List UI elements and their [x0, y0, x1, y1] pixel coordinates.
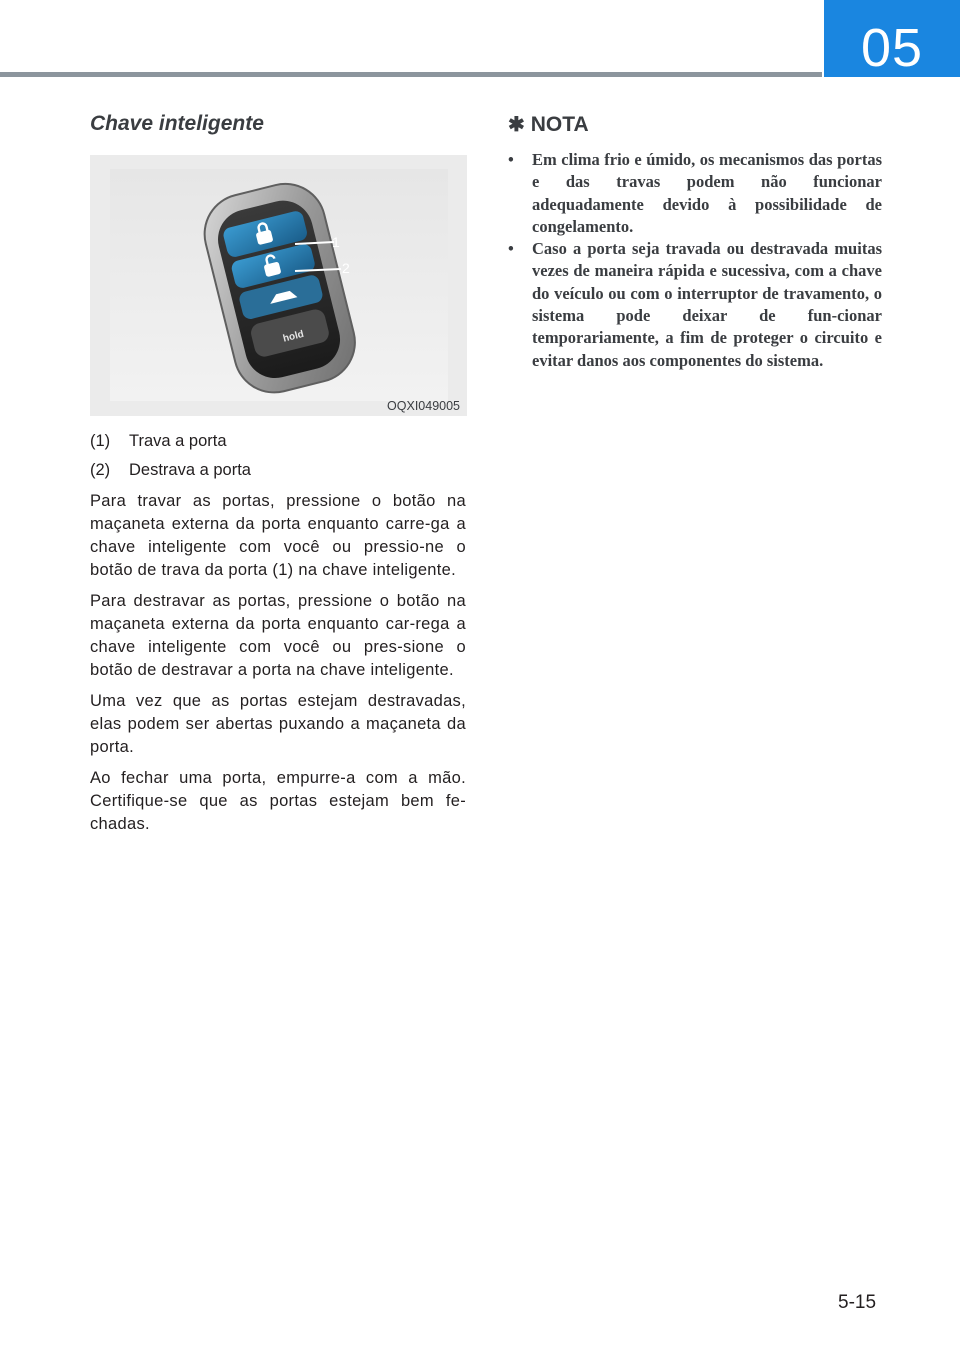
smart-key-figure	[90, 155, 467, 416]
svg-text:hold: hold	[281, 328, 306, 345]
smart-key-illustration	[90, 155, 467, 416]
note-heading	[508, 112, 882, 137]
list-item	[90, 430, 466, 453]
note-bullet	[508, 238, 882, 372]
item-text: Trava a porta	[129, 432, 227, 450]
list-item	[90, 459, 466, 482]
item-text: Destrava a porta	[129, 461, 251, 479]
bullet-icon: •	[508, 239, 514, 259]
paragraph: Para destravar as portas, pressione o botão na maçaneta externa da porta enquanto car-rega a chave inteligente com você ou pres-sione o botão de destravar a porta na chave inteligente.	[90, 592, 466, 679]
header-rule	[0, 72, 822, 77]
note-box	[508, 112, 882, 372]
item-number: (2)	[90, 461, 111, 479]
item-number: (1)	[90, 432, 111, 450]
asterisk-icon: ✱	[508, 114, 525, 136]
paragraph: Ao fechar uma porta, empurre-a com a mão. Certifique-se que as portas estejam bem fe-chadas.	[90, 769, 466, 833]
note-list	[508, 149, 882, 372]
note-bullet	[508, 149, 882, 238]
note-title: NOTA	[530, 112, 589, 136]
note-bullet-text: Em clima frio e úmido, os mecanismos das portas e das travas podem não funcionar adequadamente devido à possibilidade de congelamento.	[532, 150, 882, 236]
paragraph: Para travar as portas, pressione o botão na maçaneta externa da porta enquanto carre-ga a chave inteligente com você ou pressio-ne o botão de trava da porta (1) na chave inteligente.	[90, 492, 466, 579]
paragraph: Uma vez que as portas estejam destravadas, elas podem ser abertas puxando a maçaneta da porta.	[90, 692, 466, 756]
section-title: Chave inteligente	[90, 112, 264, 135]
page-number: 5-15	[838, 1292, 877, 1313]
note-bullet-text: Caso a porta seja travada ou destravada muitas vezes de maneira rápida e sucessiva, com a chave do veículo ou com o interruptor de travamento, o sistema pode deixar de fun-cionar temporariamente, a fim de proteger o circuito e evitar danos aos componentes do sistema.	[532, 239, 882, 370]
callout-2: 2	[342, 260, 350, 276]
chapter-tab: 05	[824, 0, 960, 77]
bullet-icon: •	[508, 150, 514, 169]
callout-1: 1	[332, 234, 340, 250]
figure-code: OQXI049005	[387, 399, 460, 413]
body-text	[90, 430, 466, 836]
